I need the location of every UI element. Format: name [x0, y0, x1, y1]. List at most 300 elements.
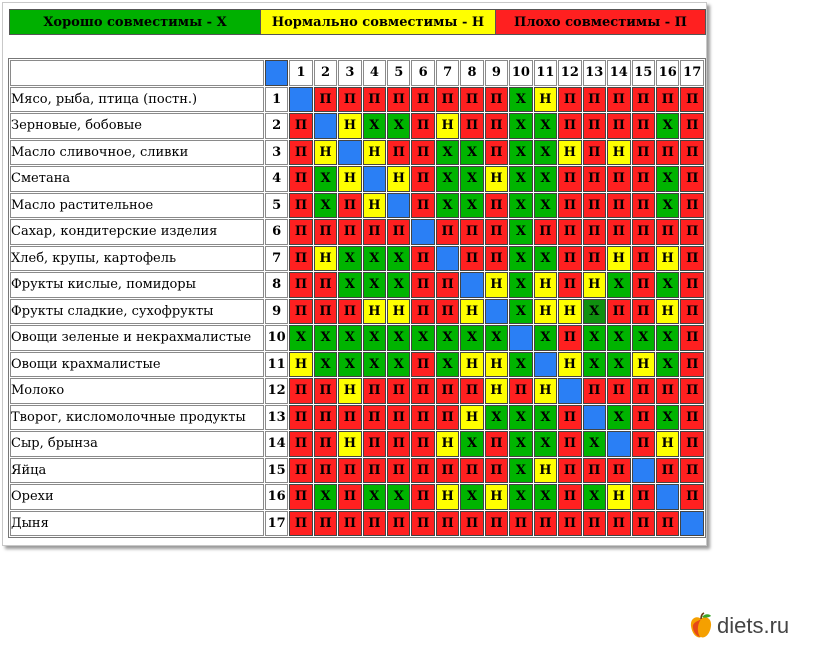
row-label: Сыр, брынза — [10, 431, 264, 457]
row-number: 8 — [265, 272, 288, 298]
compat-cell: П — [289, 511, 312, 537]
compat-cell: П — [289, 272, 312, 298]
column-header: 9 — [485, 60, 508, 86]
compat-cell: П — [387, 219, 410, 245]
compat-cell: П — [558, 272, 581, 298]
compat-cell: П — [411, 87, 434, 113]
compat-cell: П — [632, 140, 655, 166]
compat-cell: П — [632, 272, 655, 298]
compat-cell: Х — [387, 246, 410, 272]
column-header: 3 — [338, 60, 361, 86]
compat-cell: П — [289, 405, 312, 431]
compat-cell: П — [314, 87, 337, 113]
compat-cell: П — [632, 511, 655, 537]
compat-cell: П — [632, 405, 655, 431]
column-header: 17 — [680, 60, 704, 86]
compat-cell: П — [289, 193, 312, 219]
compat-cell: П — [289, 113, 312, 139]
compat-cell: Н — [289, 352, 312, 378]
compat-cell: Н — [387, 299, 410, 325]
compat-cell: Х — [485, 405, 508, 431]
compat-cell: Н — [338, 166, 361, 192]
compat-cell: Х — [363, 113, 386, 139]
column-header: 15 — [632, 60, 655, 86]
table-row — [10, 352, 704, 378]
compat-cell: П — [680, 113, 704, 139]
compat-cell: Х — [509, 219, 532, 245]
compat-cell: Х — [314, 484, 337, 510]
column-header: 1 — [289, 60, 312, 86]
compat-cell: П — [680, 458, 704, 484]
compat-cell: П — [387, 405, 410, 431]
compat-cell: П — [411, 405, 434, 431]
compat-cell: Н — [534, 299, 557, 325]
compat-cell: П — [558, 113, 581, 139]
compat-cell: П — [680, 405, 704, 431]
compat-cell: П — [680, 431, 704, 457]
compat-cell: П — [656, 140, 679, 166]
compat-cell: П — [289, 299, 312, 325]
compat-cell: Х — [607, 272, 630, 298]
compat-cell: Х — [534, 325, 557, 351]
compat-cell: П — [338, 458, 361, 484]
table-row — [10, 219, 704, 245]
self-cell — [387, 193, 410, 219]
column-header: 7 — [436, 60, 459, 86]
compat-cell: Х — [387, 325, 410, 351]
compat-cell: П — [436, 219, 459, 245]
row-number: 16 — [265, 484, 288, 510]
compat-cell: П — [387, 87, 410, 113]
compat-cell: Х — [656, 325, 679, 351]
compat-cell: П — [632, 219, 655, 245]
compat-cell: П — [338, 484, 361, 510]
compat-cell: Х — [583, 484, 606, 510]
compat-cell: Х — [583, 431, 606, 457]
compat-cell: П — [680, 299, 704, 325]
compat-cell: Х — [509, 458, 532, 484]
self-cell — [485, 299, 508, 325]
compat-cell: Х — [583, 352, 606, 378]
compat-cell: Х — [436, 325, 459, 351]
compat-cell: П — [411, 484, 434, 510]
compat-cell: Х — [387, 352, 410, 378]
compat-cell: П — [411, 166, 434, 192]
row-number: 4 — [265, 166, 288, 192]
compat-cell: П — [460, 511, 483, 537]
compat-cell: П — [411, 378, 434, 404]
compat-cell: Н — [558, 299, 581, 325]
compat-cell: Н — [485, 272, 508, 298]
compat-cell: Х — [460, 140, 483, 166]
compat-cell: Н — [387, 166, 410, 192]
compat-cell: П — [583, 166, 606, 192]
row-number: 5 — [265, 193, 288, 219]
table-row — [10, 378, 704, 404]
compat-cell: П — [460, 458, 483, 484]
compat-cell: П — [680, 352, 704, 378]
compat-cell: П — [607, 511, 630, 537]
compat-cell: П — [338, 405, 361, 431]
compat-cell: П — [338, 219, 361, 245]
column-header: 16 — [656, 60, 679, 86]
compat-cell: П — [607, 166, 630, 192]
compat-cell: Х — [436, 166, 459, 192]
compat-cell: Н — [558, 140, 581, 166]
compat-cell: Н — [485, 378, 508, 404]
compat-cell: П — [680, 378, 704, 404]
compat-cell: Н — [485, 484, 508, 510]
watermark-logo — [688, 612, 789, 640]
compat-cell: П — [314, 511, 337, 537]
compat-cell: Н — [314, 140, 337, 166]
column-header: 13 — [583, 60, 606, 86]
compat-cell: П — [460, 378, 483, 404]
compat-cell: П — [411, 299, 434, 325]
compat-cell: Х — [363, 325, 386, 351]
compat-cell: Н — [436, 113, 459, 139]
compat-cell: П — [607, 193, 630, 219]
compat-cell: П — [656, 219, 679, 245]
legend-normal: Нормально совместимы - Н — [261, 10, 496, 34]
table-row — [10, 193, 704, 219]
compat-cell: Х — [534, 140, 557, 166]
compat-cell: Х — [656, 405, 679, 431]
self-cell — [289, 87, 312, 113]
compat-cell: П — [485, 87, 508, 113]
compat-cell: П — [436, 458, 459, 484]
column-header: 5 — [387, 60, 410, 86]
compat-cell: Х — [436, 352, 459, 378]
self-cell — [460, 272, 483, 298]
compat-cell: П — [558, 431, 581, 457]
compat-cell: Х — [363, 272, 386, 298]
compat-cell: П — [338, 511, 361, 537]
compat-cell: П — [387, 140, 410, 166]
compat-cell: П — [680, 484, 704, 510]
compat-cell: П — [558, 193, 581, 219]
compat-cell: Х — [338, 352, 361, 378]
column-header: 8 — [460, 60, 483, 86]
compat-cell: П — [509, 511, 532, 537]
self-cell — [338, 140, 361, 166]
watermark-text: diets.ru — [717, 613, 790, 638]
compat-cell: Х — [656, 352, 679, 378]
compat-cell: Х — [363, 352, 386, 378]
compat-cell: П — [314, 458, 337, 484]
compat-cell: П — [411, 272, 434, 298]
self-cell — [509, 325, 532, 351]
row-number: 6 — [265, 219, 288, 245]
compat-cell: Н — [436, 484, 459, 510]
compat-cell: П — [680, 140, 704, 166]
compat-cell: П — [656, 511, 679, 537]
compat-cell: П — [289, 431, 312, 457]
compat-cell: Н — [607, 246, 630, 272]
apple-icon — [688, 612, 714, 640]
column-header: 2 — [314, 60, 337, 86]
compat-cell: Х — [485, 325, 508, 351]
compat-cell: Н — [485, 352, 508, 378]
row-label: Фрукты сладкие, сухофрукты — [10, 299, 264, 325]
compat-cell: Х — [607, 352, 630, 378]
compat-cell: Х — [411, 325, 434, 351]
row-number: 13 — [265, 405, 288, 431]
compat-cell: П — [534, 511, 557, 537]
compat-cell: П — [583, 458, 606, 484]
compat-cell: Х — [509, 405, 532, 431]
compat-cell: П — [387, 431, 410, 457]
compat-cell: Х — [509, 246, 532, 272]
compat-cell: Х — [436, 140, 459, 166]
compat-cell: П — [558, 325, 581, 351]
compat-cell: Х — [460, 484, 483, 510]
row-label: Масло сливочное, сливки — [10, 140, 264, 166]
compat-cell: П — [558, 484, 581, 510]
compat-cell: Н — [460, 299, 483, 325]
compat-cell: П — [485, 458, 508, 484]
compat-cell: П — [632, 299, 655, 325]
compat-cell: Х — [534, 405, 557, 431]
compat-cell: П — [632, 431, 655, 457]
row-number: 9 — [265, 299, 288, 325]
self-cell — [411, 219, 434, 245]
compat-cell: П — [411, 140, 434, 166]
compat-cell: Х — [314, 166, 337, 192]
compat-cell: П — [680, 272, 704, 298]
compat-cell: П — [363, 219, 386, 245]
row-label: Овощи крахмалистые — [10, 352, 264, 378]
compat-cell: П — [314, 272, 337, 298]
compat-cell: П — [289, 378, 312, 404]
row-label: Молоко — [10, 378, 264, 404]
compat-cell: П — [436, 405, 459, 431]
row-label: Мясо, рыба, птица (постн.) — [10, 87, 264, 113]
row-label: Масло растительное — [10, 193, 264, 219]
compat-cell: П — [583, 378, 606, 404]
compat-cell: Х — [509, 272, 532, 298]
compat-cell: П — [314, 299, 337, 325]
compat-cell: П — [509, 378, 532, 404]
chart-panel — [2, 2, 707, 546]
compat-cell: П — [534, 219, 557, 245]
compat-cell: П — [387, 378, 410, 404]
compat-cell: Н — [363, 299, 386, 325]
compat-cell: П — [656, 378, 679, 404]
compat-cell: Х — [509, 87, 532, 113]
table-row — [10, 484, 704, 510]
compat-cell: Х — [460, 193, 483, 219]
row-number: 15 — [265, 458, 288, 484]
compat-cell: Х — [338, 246, 361, 272]
column-header: 12 — [558, 60, 581, 86]
compat-cell: П — [460, 246, 483, 272]
compat-cell: П — [363, 405, 386, 431]
compat-cell: Н — [314, 246, 337, 272]
compat-cell: П — [583, 511, 606, 537]
compat-cell: П — [558, 219, 581, 245]
row-number: 1 — [265, 87, 288, 113]
row-number: 10 — [265, 325, 288, 351]
compat-cell: П — [485, 219, 508, 245]
compat-cell: Х — [656, 113, 679, 139]
compat-cell: Н — [607, 484, 630, 510]
compat-cell: П — [485, 431, 508, 457]
compat-cell: Х — [509, 299, 532, 325]
compat-cell: П — [558, 511, 581, 537]
compat-cell: П — [680, 193, 704, 219]
row-label: Овощи зеленые и некрахмалистые — [10, 325, 264, 351]
compat-cell: Н — [485, 166, 508, 192]
compat-cell: П — [632, 193, 655, 219]
compat-cell: Н — [338, 431, 361, 457]
compat-cell: П — [436, 299, 459, 325]
compat-cell: П — [289, 140, 312, 166]
column-header: 11 — [534, 60, 557, 86]
self-cell — [656, 484, 679, 510]
compat-cell: П — [411, 113, 434, 139]
compat-cell: П — [289, 484, 312, 510]
compat-cell: П — [289, 246, 312, 272]
compat-cell: П — [583, 140, 606, 166]
compat-cell: П — [607, 113, 630, 139]
header-corner-swatch — [265, 60, 288, 86]
compat-cell: П — [387, 511, 410, 537]
compat-cell: П — [363, 431, 386, 457]
compat-cell: Х — [534, 113, 557, 139]
compat-cell: П — [583, 87, 606, 113]
compat-cell: П — [363, 378, 386, 404]
compat-cell: П — [314, 431, 337, 457]
compat-cell: Х — [509, 431, 532, 457]
row-label: Сахар, кондитерские изделия — [10, 219, 264, 245]
row-label: Творог, кисломолочные продукты — [10, 405, 264, 431]
compat-cell: Х — [656, 193, 679, 219]
compat-cell: П — [363, 458, 386, 484]
compat-cell: Н — [338, 113, 361, 139]
compat-cell: Х — [583, 299, 606, 325]
legend-good: Хорошо совместимы - Х — [10, 10, 261, 34]
table-row — [10, 140, 704, 166]
compat-cell: П — [411, 511, 434, 537]
table-row — [10, 272, 704, 298]
compat-cell: П — [558, 246, 581, 272]
row-number: 3 — [265, 140, 288, 166]
compat-cell: П — [436, 378, 459, 404]
compat-cell: Н — [436, 431, 459, 457]
table-row — [10, 431, 704, 457]
table-row — [10, 166, 704, 192]
compat-cell: П — [558, 405, 581, 431]
compat-cell: Н — [338, 378, 361, 404]
compat-cell: П — [485, 140, 508, 166]
self-cell — [607, 431, 630, 457]
compat-cell: Х — [534, 484, 557, 510]
compat-cell: П — [607, 87, 630, 113]
compat-cell: П — [289, 219, 312, 245]
compat-cell: П — [680, 246, 704, 272]
compat-cell: Х — [338, 272, 361, 298]
compat-cell: П — [583, 219, 606, 245]
row-number: 11 — [265, 352, 288, 378]
compat-cell: П — [460, 113, 483, 139]
compat-cell: П — [632, 87, 655, 113]
compat-cell: П — [411, 246, 434, 272]
compat-cell: Х — [509, 166, 532, 192]
compat-cell: П — [363, 87, 386, 113]
compatibility-table — [8, 58, 706, 538]
compat-cell: П — [485, 511, 508, 537]
row-label: Хлеб, крупы, картофель — [10, 246, 264, 272]
self-cell — [583, 405, 606, 431]
legend-bad: Плохо совместимы - П — [496, 10, 705, 34]
compat-cell: Н — [363, 140, 386, 166]
compat-cell: Х — [387, 113, 410, 139]
compat-cell: П — [583, 246, 606, 272]
compat-cell: П — [338, 193, 361, 219]
compat-cell: П — [363, 511, 386, 537]
self-cell — [363, 166, 386, 192]
compat-cell: Х — [436, 193, 459, 219]
compat-cell: П — [680, 219, 704, 245]
row-number: 7 — [265, 246, 288, 272]
column-header: 10 — [509, 60, 532, 86]
table-row — [10, 511, 704, 537]
compat-cell: П — [314, 405, 337, 431]
compat-cell: П — [314, 219, 337, 245]
compat-cell: Х — [656, 166, 679, 192]
compat-cell: Х — [534, 193, 557, 219]
compat-cell: Н — [363, 193, 386, 219]
compat-cell: Х — [509, 484, 532, 510]
compat-cell: П — [485, 193, 508, 219]
self-cell — [632, 458, 655, 484]
compat-cell: П — [485, 246, 508, 272]
column-header: 6 — [411, 60, 434, 86]
compat-cell: Х — [534, 246, 557, 272]
table-row — [10, 246, 704, 272]
column-header: 4 — [363, 60, 386, 86]
compat-cell: П — [338, 299, 361, 325]
row-label: Яйца — [10, 458, 264, 484]
row-number: 2 — [265, 113, 288, 139]
compat-cell: Х — [534, 166, 557, 192]
compat-cell: П — [607, 299, 630, 325]
compat-cell: П — [436, 511, 459, 537]
compat-cell: П — [632, 484, 655, 510]
row-label: Зерновые, бобовые — [10, 113, 264, 139]
self-cell — [436, 246, 459, 272]
table-row — [10, 87, 704, 113]
row-number: 17 — [265, 511, 288, 537]
compat-cell: П — [338, 87, 361, 113]
compat-cell: Х — [338, 325, 361, 351]
compat-cell: Х — [583, 325, 606, 351]
compat-cell: Н — [534, 272, 557, 298]
compat-cell: П — [656, 458, 679, 484]
header-row — [10, 60, 704, 86]
compat-cell: Н — [583, 272, 606, 298]
compat-cell: Н — [460, 352, 483, 378]
compat-cell: П — [436, 272, 459, 298]
compat-cell: П — [558, 87, 581, 113]
compat-cell: Х — [314, 325, 337, 351]
row-label: Сметана — [10, 166, 264, 192]
compat-cell: Х — [387, 484, 410, 510]
compat-cell: Н — [534, 458, 557, 484]
table-row — [10, 113, 704, 139]
compat-cell: П — [680, 325, 704, 351]
